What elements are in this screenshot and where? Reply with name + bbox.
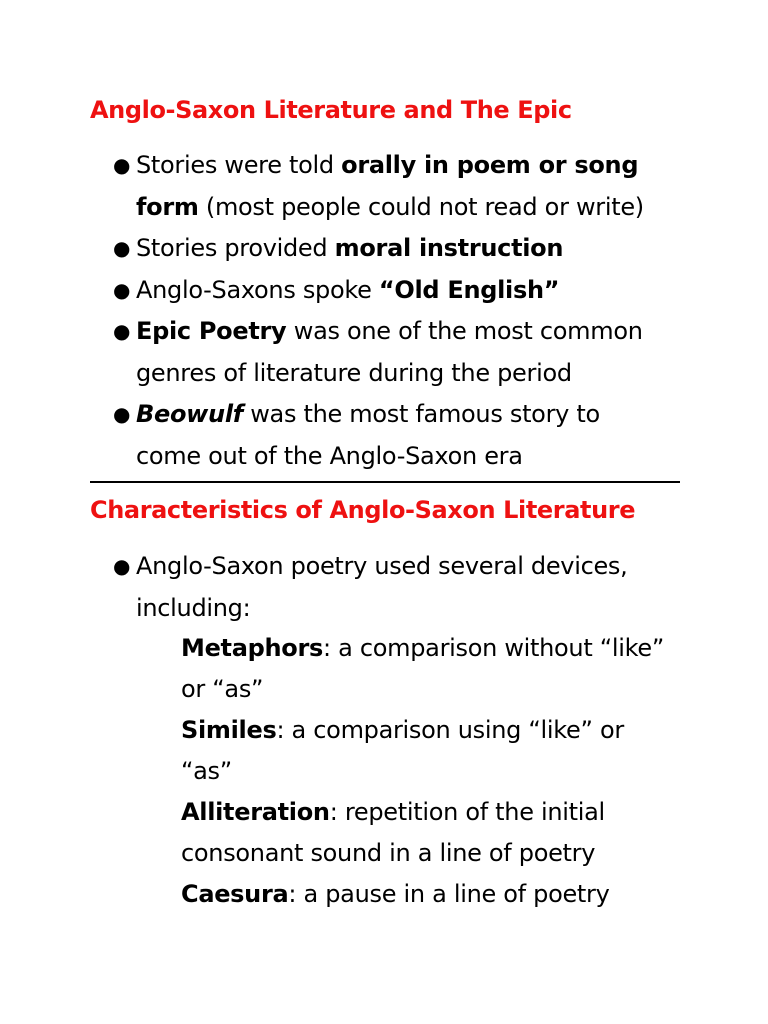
literary-device-definitions	[181, 628, 701, 915]
epic-bullet-list	[0, 145, 700, 477]
definition-line: Caesura: a pause in a line of poetry	[181, 880, 610, 908]
bullet-icon: ●	[113, 554, 131, 578]
list-item-line: Anglo-Saxon poetry used several devices,	[136, 552, 628, 580]
term-metaphors: Metaphors	[181, 634, 324, 662]
list-item-line: Beowulf was the most famous story to	[136, 400, 600, 428]
list-item-line: Stories were told orally in poem or song	[136, 151, 639, 179]
definition-line: Metaphors: a comparison without “like”	[181, 634, 664, 662]
section-heading-epic: Anglo-Saxon Literature and The Epic	[90, 96, 572, 124]
bullet-icon: ●	[113, 402, 131, 426]
list-item	[0, 270, 700, 312]
characteristics-bullet-list	[0, 546, 700, 629]
list-item-line: Anglo-Saxons spoke “Old English”	[136, 275, 560, 304]
list-item-line: Epic Poetry was one of the most common	[136, 317, 643, 345]
term-similes: Similes	[181, 716, 277, 744]
term-caesura: Caesura	[181, 880, 289, 908]
bullet-icon: ●	[113, 236, 131, 260]
list-item-line: come out of the Anglo-Saxon era	[136, 441, 523, 470]
definition-line: consonant sound in a line of poetry	[181, 839, 596, 867]
list-item-line: Stories provided moral instruction	[136, 234, 564, 262]
definition-line: Alliteration: repetition of the initial	[181, 798, 605, 826]
bullet-icon: ●	[113, 277, 131, 302]
definition-line: “as”	[181, 757, 232, 785]
list-item	[0, 394, 700, 477]
bullet-icon: ●	[113, 319, 131, 343]
definition-line: or “as”	[181, 675, 264, 703]
list-item	[0, 228, 700, 270]
list-item-line: form (most people could not read or write)	[136, 192, 644, 221]
section-heading-characteristics: Characteristics of Anglo-Saxon Literature	[90, 496, 636, 524]
horizontal-divider	[90, 481, 680, 483]
list-item-line: including:	[136, 593, 251, 622]
list-item	[0, 145, 700, 228]
bullet-icon: ●	[113, 153, 131, 177]
term-alliteration: Alliteration	[181, 798, 330, 826]
list-item	[0, 546, 700, 629]
list-item-line: genres of literature during the period	[136, 358, 572, 387]
list-item	[0, 311, 700, 394]
definition-line: Similes: a comparison using “like” or	[181, 716, 624, 744]
